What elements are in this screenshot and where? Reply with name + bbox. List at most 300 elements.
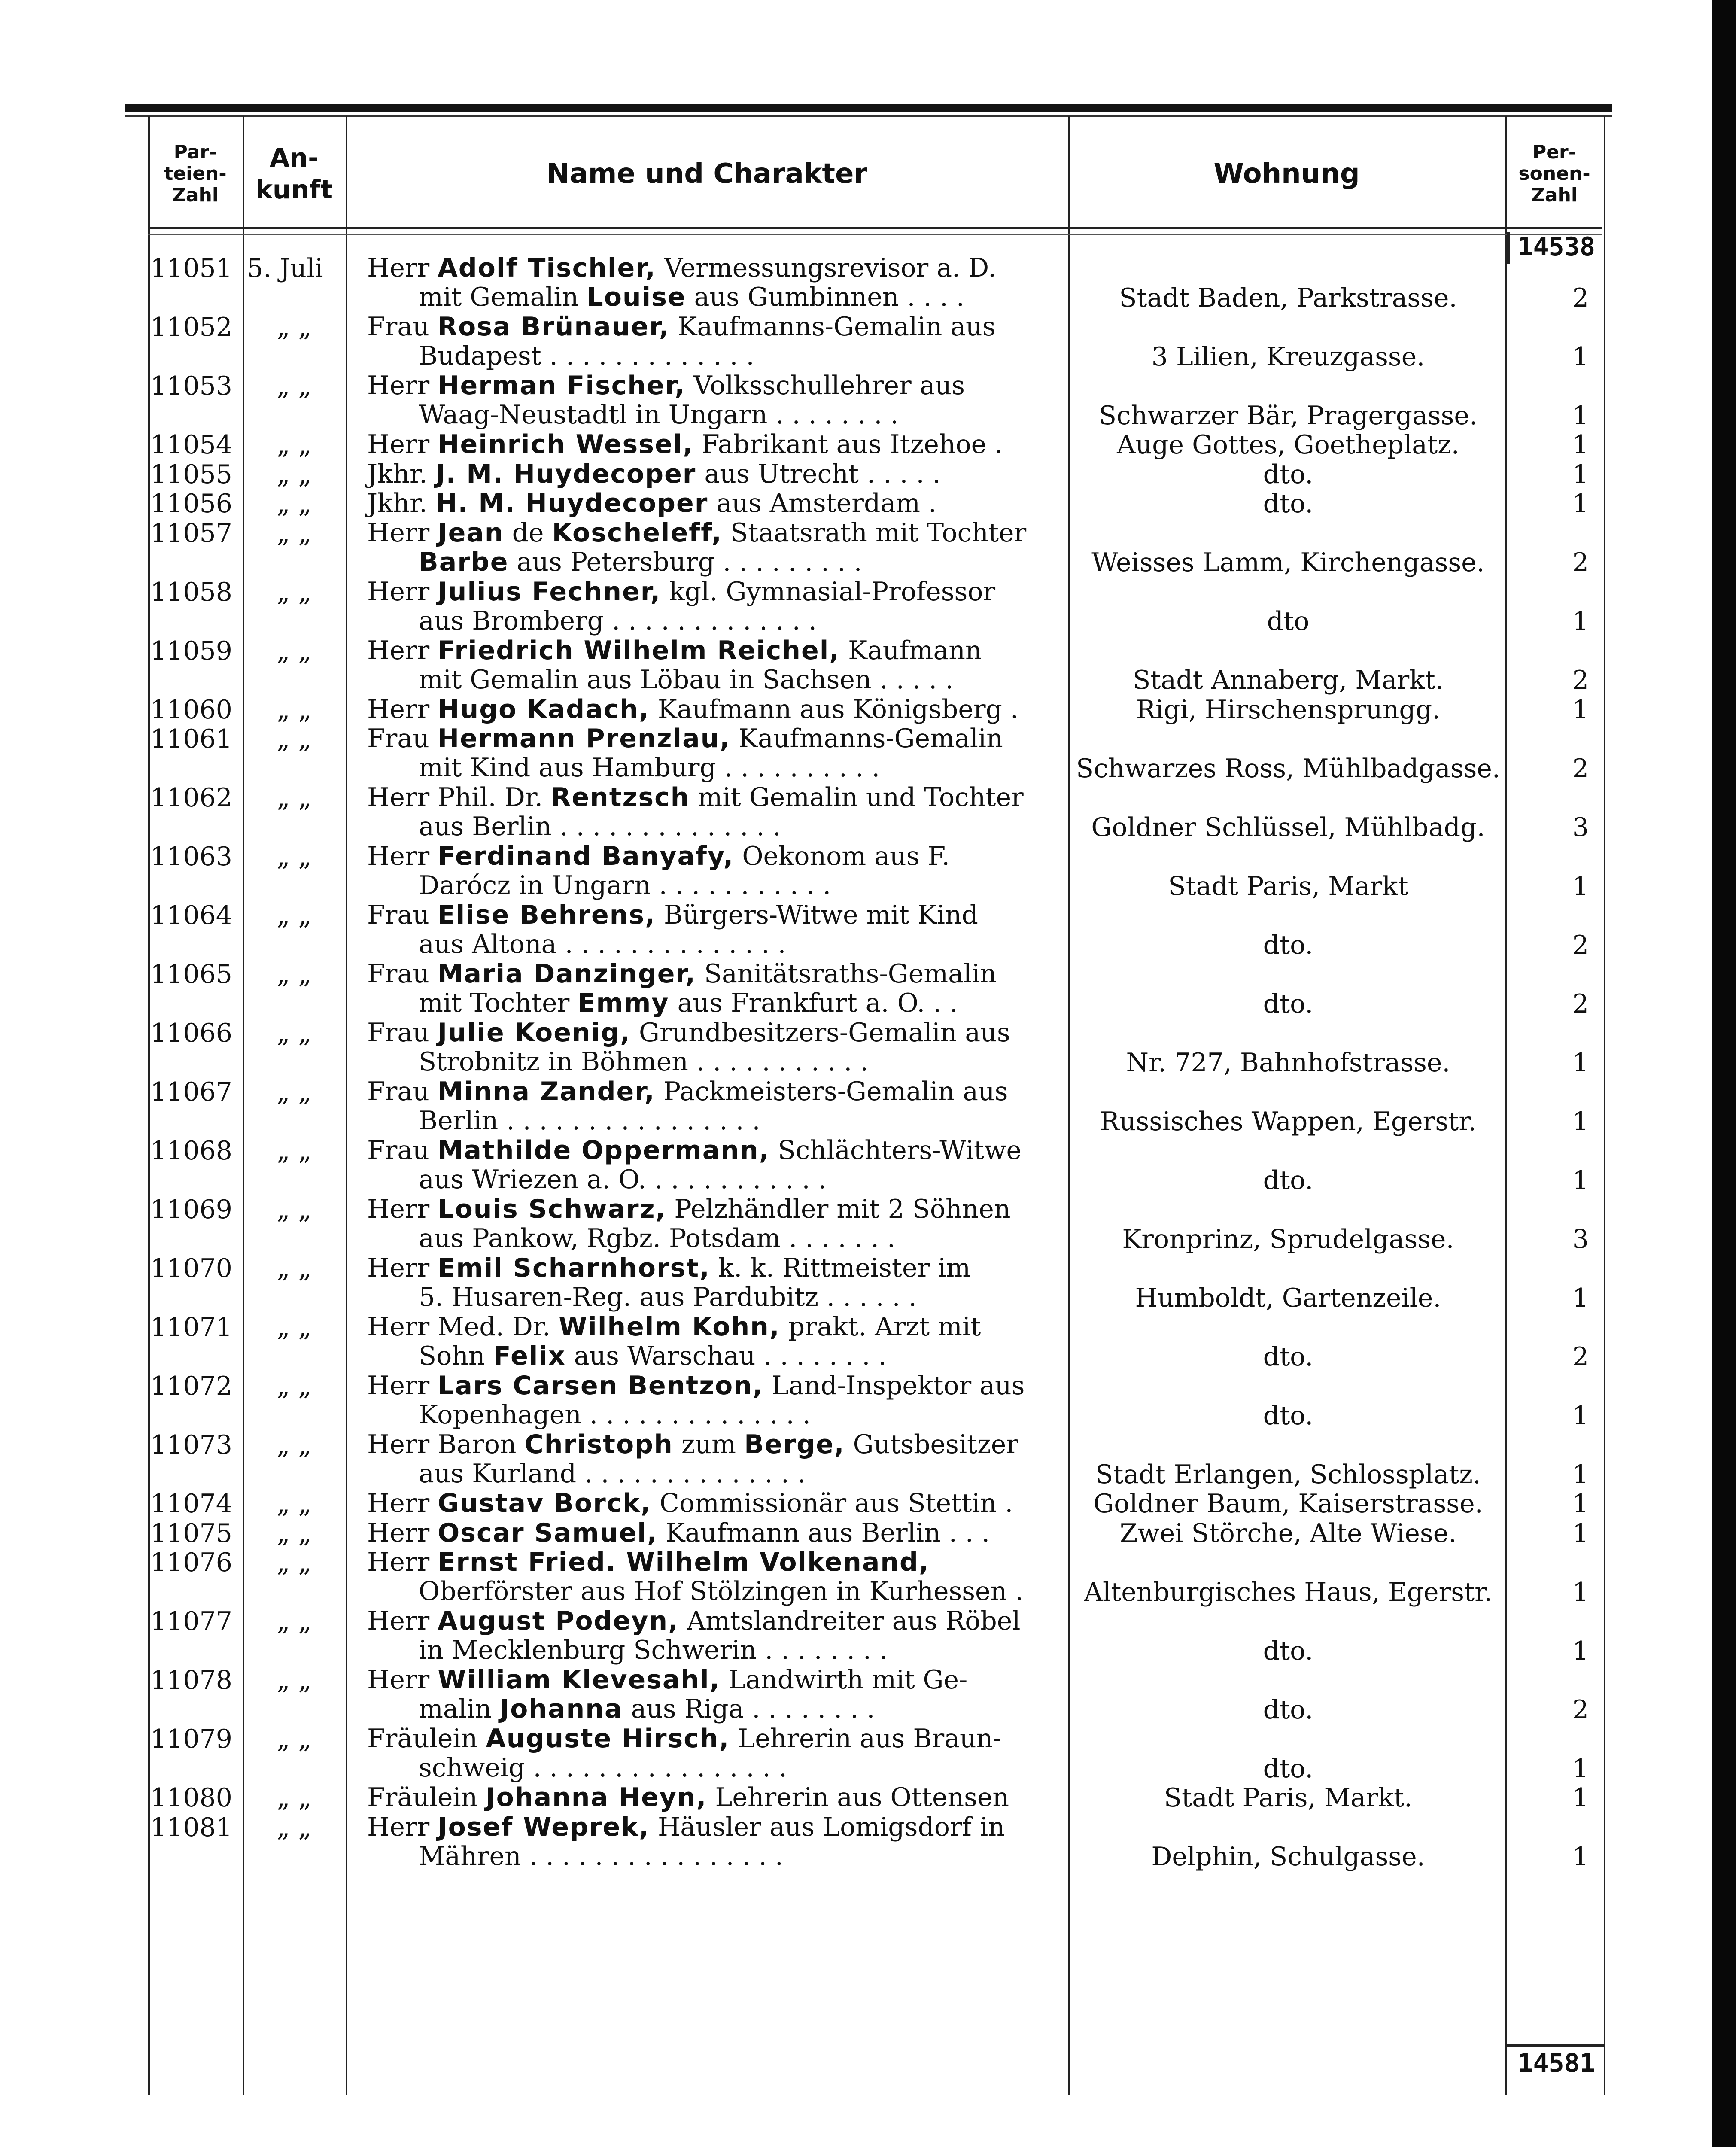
- entry-text: de: [504, 517, 552, 548]
- entry-line: [367, 1782, 1009, 1812]
- entry-line-continued: [367, 930, 1063, 959]
- arrival-date: „ „: [277, 1371, 312, 1401]
- guest-name: Emil Scharnhorst,: [438, 1253, 710, 1283]
- entry-line-continued: [367, 606, 1063, 636]
- entry-text: aus Altona . . . . . . . . . . . . . .: [419, 929, 786, 959]
- entry-line: [367, 1547, 930, 1577]
- residence: dto.: [1263, 459, 1313, 490]
- entry-text: Kaufmann: [840, 635, 982, 666]
- column-divider: [148, 116, 150, 2095]
- header-parteien-zahl: Par- teien- Zahl: [164, 141, 227, 206]
- arrival-date: „ „: [277, 842, 312, 872]
- party-number: 11071: [150, 1312, 232, 1342]
- entry-line: [367, 724, 1003, 754]
- entry-text: k. k. Rittmeister im: [710, 1253, 971, 1283]
- entry-text: zum: [673, 1429, 745, 1460]
- name-and-character: [367, 459, 1063, 489]
- guest-name: Minna Zander,: [437, 1077, 655, 1107]
- entry-text: Herr: [367, 694, 438, 724]
- name-and-character: [367, 253, 1063, 312]
- persons-count: 2: [1572, 547, 1589, 578]
- residence: Schwarzer Bär, Pragergasse.: [1099, 400, 1478, 431]
- guest-name: H. M. Huydecoper: [435, 488, 708, 518]
- guest-name: Johanna: [499, 1694, 623, 1724]
- entry-text: aus Frankfurt a. O. . .: [669, 988, 958, 1018]
- entry-text: Herr: [367, 635, 438, 666]
- persons-count: 1: [1572, 1842, 1589, 1872]
- entry-line-continued: [367, 988, 1063, 1018]
- arrival-date: „ „: [277, 430, 312, 460]
- entry-line: [367, 636, 982, 666]
- entry-text: Jkhr.: [367, 488, 436, 518]
- guest-name: Koscheleff,: [552, 517, 722, 548]
- entry-text: Mähren . . . . . . . . . . . . . . . .: [419, 1841, 783, 1871]
- entry-line: [367, 1135, 1022, 1165]
- party-number: 11060: [150, 694, 232, 725]
- name-and-character: [367, 695, 1063, 724]
- party-number: 11072: [150, 1371, 232, 1401]
- entry-text: Häusler aus Lomigsdorf in: [649, 1812, 1005, 1842]
- entry-line-continued: [367, 753, 1063, 782]
- guest-name: Elise Behrens,: [437, 900, 656, 930]
- party-number: 11052: [150, 312, 232, 342]
- entry-line: [367, 1606, 1021, 1636]
- residence: dto.: [1263, 1341, 1313, 1372]
- persons-count: 1: [1572, 694, 1589, 725]
- entry-line: [367, 694, 1018, 724]
- residence: dto: [1267, 606, 1310, 636]
- entry-text: Bürgers-Witwe mit Kind: [655, 900, 978, 930]
- guest-name: Herman Fischer,: [438, 371, 686, 401]
- entry-text: Herr: [367, 253, 438, 283]
- name-and-character: [367, 1253, 1063, 1312]
- arrival-date: „ „: [277, 577, 312, 607]
- persons-count: 1: [1572, 1577, 1589, 1607]
- guest-name: Jean: [438, 517, 504, 548]
- entry-text: Commissionär aus Stettin .: [651, 1488, 1013, 1518]
- entry-line: [367, 312, 995, 342]
- entry-text: mit Gemalin aus Löbau in Sachsen . . . . .: [419, 664, 954, 695]
- entry-text: Herr Phil. Dr.: [367, 782, 551, 812]
- entry-text: Pelzhändler mit 2 Söhnen: [666, 1194, 1011, 1224]
- residence: Goldner Schlüssel, Mühlbadg.: [1091, 812, 1485, 842]
- persons-count: 2: [1572, 283, 1589, 313]
- entry-text: Kopenhagen . . . . . . . . . . . . . .: [419, 1400, 811, 1430]
- entry-text: Jkhr.: [367, 459, 436, 489]
- entry-text: Lehrerin aus Ottensen: [707, 1782, 1009, 1812]
- party-number: 11055: [150, 459, 232, 490]
- party-number: 11067: [150, 1077, 232, 1107]
- entry-line-continued: [367, 812, 1063, 841]
- entry-line-continued: [367, 1283, 1063, 1312]
- entry-line: [367, 959, 997, 989]
- residence: Goldner Baum, Kaiserstrasse.: [1093, 1489, 1483, 1519]
- entry-line: [367, 1194, 1011, 1224]
- entry-line: [367, 1724, 1002, 1754]
- entry-text: Kaufmanns-Gemalin aus: [669, 312, 996, 342]
- persons-count: 1: [1572, 1459, 1589, 1490]
- entry-text: Herr: [367, 1547, 438, 1577]
- entry-text: Lehrerin aus Braun-: [730, 1724, 1002, 1754]
- residence: dto.: [1263, 930, 1313, 960]
- guest-name: Christoph: [524, 1429, 673, 1460]
- scan-edge: [1712, 0, 1736, 2147]
- guest-name: Rosa Brünauer,: [437, 312, 670, 342]
- name-and-character: [367, 1136, 1063, 1194]
- entry-text: Budapest . . . . . . . . . . . . .: [419, 341, 754, 371]
- top-rule: [125, 104, 1612, 112]
- arrival-date: „ „: [277, 1489, 312, 1519]
- entry-text: Packmeisters-Gemalin aus: [655, 1077, 1008, 1107]
- name-and-character: [367, 312, 1063, 371]
- entry-line-continued: [367, 1341, 1063, 1371]
- party-number: 11057: [150, 518, 232, 548]
- column-divider: [1604, 116, 1605, 2095]
- entry-text: Herr Baron: [367, 1429, 525, 1460]
- entry-line: [367, 1371, 1025, 1401]
- residence: dto.: [1263, 489, 1313, 519]
- entry-line-continued: [367, 400, 1063, 429]
- residence: dto.: [1263, 1165, 1313, 1195]
- entry-line-continued: [367, 1753, 1063, 1782]
- entry-text: Herr: [367, 371, 438, 401]
- name-and-character: [367, 1665, 1063, 1724]
- guest-name: Ernst Fried. Wilhelm Volkenand,: [438, 1547, 930, 1577]
- arrival-date: „ „: [277, 1312, 312, 1342]
- persons-count: 2: [1572, 665, 1589, 695]
- header-rule: [148, 227, 1602, 229]
- entry-text: schweig . . . . . . . . . . . . . . . .: [419, 1753, 787, 1783]
- arrival-date: „ „: [277, 1783, 312, 1813]
- persons-count: 1: [1572, 1400, 1589, 1431]
- name-and-character: [367, 489, 1063, 518]
- name-and-character: [367, 783, 1063, 841]
- persons-count: 1: [1572, 400, 1589, 431]
- guest-name: Adolf Tischler,: [438, 253, 656, 283]
- total-box-line: [1507, 232, 1510, 264]
- entry-text: Volksschullehrer aus: [685, 371, 965, 401]
- entry-text: aus Warschau . . . . . . . .: [565, 1341, 887, 1371]
- entry-text: Staatsrath mit Tochter: [722, 517, 1027, 548]
- residence: dto.: [1263, 1400, 1313, 1431]
- column-divider: [243, 116, 244, 2095]
- guest-name: Gustav Borck,: [438, 1488, 651, 1518]
- arrival-date: 5. Juli: [247, 253, 323, 283]
- entry-text: mit Gemalin: [419, 282, 587, 312]
- top-rule-thin: [125, 115, 1612, 117]
- entry-line: [367, 841, 950, 871]
- party-number: 11081: [150, 1812, 232, 1843]
- guest-name: Wilhelm Kohn,: [559, 1312, 780, 1342]
- final-total: 14581: [1517, 2048, 1595, 2078]
- residence: Altenburgisches Haus, Egerstr.: [1084, 1577, 1493, 1607]
- entry-text: Herr: [367, 841, 438, 871]
- party-number: 11061: [150, 724, 232, 754]
- entry-text: Frau: [367, 900, 438, 930]
- entry-line: [367, 518, 1026, 548]
- persons-count: 1: [1572, 459, 1589, 490]
- entry-line-continued: [367, 1577, 1063, 1606]
- guest-name: Lars Carsen Bentzon,: [438, 1371, 763, 1401]
- persons-count: 1: [1572, 1106, 1589, 1137]
- entry-text: mit Kind aus Hamburg . . . . . . . . . .: [419, 753, 880, 783]
- arrival-date: „ „: [277, 783, 312, 813]
- name-and-character: [367, 518, 1063, 577]
- entry-line: [367, 488, 936, 518]
- entry-text: Herr: [367, 1517, 438, 1548]
- party-number: 11075: [150, 1518, 232, 1548]
- entry-text: Landwirth mit Ge-: [720, 1665, 968, 1695]
- entry-text: aus Berlin . . . . . . . . . . . . . .: [419, 812, 781, 842]
- name-and-character: [367, 1783, 1063, 1812]
- final-total-rule: [1505, 2044, 1604, 2047]
- entry-line: [367, 1077, 1008, 1107]
- residence: Kronprinz, Sprudelgasse.: [1122, 1224, 1454, 1254]
- entry-text: Schlächters-Witwe: [769, 1135, 1022, 1165]
- column-divider: [1505, 116, 1507, 2095]
- entry-line-continued: [367, 283, 1063, 312]
- header-name-und-charakter: Name und Charakter: [547, 158, 867, 190]
- name-and-character: [367, 842, 1063, 900]
- name-and-character: [367, 1489, 1063, 1518]
- arrival-date: „ „: [277, 489, 312, 519]
- entry-text: Frau: [367, 1018, 438, 1048]
- entry-line-continued: [367, 665, 1063, 694]
- party-number: 11068: [150, 1136, 232, 1166]
- guest-name: Auguste Hirsch,: [486, 1724, 730, 1754]
- entry-text: Vermessungsrevisor a. D.: [656, 253, 997, 283]
- entry-text: malin: [419, 1694, 500, 1724]
- persons-count: 3: [1572, 812, 1589, 842]
- persons-count: 1: [1572, 1283, 1589, 1313]
- guest-name: Julie Koenig,: [437, 1018, 631, 1048]
- entry-line: [367, 1429, 1018, 1460]
- party-number: 11063: [150, 842, 232, 872]
- arrival-date: „ „: [277, 636, 312, 666]
- guest-name: J. M. Huydecoper: [435, 459, 696, 489]
- entry-text: Fabrikant aus Itzehoe .: [693, 429, 1003, 459]
- arrival-date: „ „: [277, 1430, 312, 1460]
- entry-text: mit Tochter: [419, 988, 578, 1018]
- arrival-date: „ „: [277, 459, 312, 490]
- entry-text: Fräulein: [367, 1724, 486, 1754]
- entry-line: [367, 1253, 970, 1283]
- entry-text: Frau: [367, 312, 438, 342]
- entry-line-continued: [367, 1224, 1063, 1253]
- residence: 3 Lilien, Kreuzgasse.: [1151, 341, 1425, 372]
- persons-count: 1: [1572, 1783, 1589, 1813]
- guest-name: Hermann Prenzlau,: [437, 724, 731, 754]
- guest-name: Barbe: [419, 547, 509, 577]
- party-number: 11051: [150, 253, 232, 283]
- entry-text: Herr: [367, 1665, 438, 1695]
- entry-text: Frau: [367, 724, 438, 754]
- entry-line: [367, 459, 941, 489]
- entry-text: kgl. Gymnasial-Professor: [661, 576, 996, 607]
- entry-line: [367, 253, 996, 283]
- name-and-character: [367, 1312, 1063, 1371]
- party-number: 11059: [150, 636, 232, 666]
- arrival-date: „ „: [277, 1077, 312, 1107]
- name-and-character: [367, 577, 1063, 636]
- arrival-date: „ „: [277, 724, 312, 754]
- guest-name: Berge,: [744, 1429, 845, 1460]
- arrival-date: „ „: [277, 371, 312, 401]
- arrival-date: „ „: [277, 518, 312, 548]
- entry-text: Oberförster aus Hof Stölzingen in Kurhessen .: [419, 1576, 1024, 1606]
- entry-text: Herr: [367, 576, 438, 607]
- arrival-date: „ „: [277, 1136, 312, 1166]
- residence: dto.: [1263, 1636, 1313, 1666]
- guest-name: Oscar Samuel,: [438, 1517, 658, 1548]
- entry-text: Frau: [367, 959, 438, 989]
- entry-text: Darócz in Ungarn . . . . . . . . . . .: [419, 870, 831, 900]
- arrival-date: „ „: [277, 1018, 312, 1048]
- party-number: 11074: [150, 1489, 232, 1519]
- entry-line: [367, 1665, 967, 1695]
- party-number: 11070: [150, 1253, 232, 1283]
- entry-line: [367, 1312, 981, 1342]
- residence: dto.: [1263, 1694, 1313, 1725]
- persons-count: 1: [1572, 1518, 1589, 1548]
- name-and-character: [367, 1812, 1063, 1871]
- residence: Stadt Paris, Markt.: [1164, 1783, 1413, 1813]
- entry-text: aus Wriezen a. O. . . . . . . . . . . .: [419, 1165, 827, 1195]
- name-and-character: [367, 1430, 1063, 1488]
- entry-text: Fräulein: [367, 1782, 486, 1812]
- residence: Rigi, Hirschensprungg.: [1136, 694, 1441, 725]
- entry-text: Sanitätsraths-Gemalin: [696, 959, 997, 989]
- entry-text: 5. Husaren-Reg. aus Pardubitz . . . . . .: [419, 1282, 917, 1312]
- entry-line-continued: [367, 1400, 1063, 1429]
- entry-line-continued: [367, 1459, 1063, 1488]
- persons-count: 1: [1572, 606, 1589, 636]
- name-and-character: [367, 1077, 1063, 1135]
- guest-name: Josef Weprek,: [438, 1812, 650, 1842]
- guest-name: Heinrich Wessel,: [438, 429, 694, 459]
- persons-count: 1: [1572, 341, 1589, 372]
- name-and-character: [367, 430, 1063, 459]
- header-ankunft: An- kunft: [255, 143, 333, 205]
- persons-count: 1: [1572, 1165, 1589, 1195]
- name-and-character: [367, 1548, 1063, 1606]
- guest-name: Friedrich Wilhelm Reichel,: [438, 635, 840, 666]
- name-and-character: [367, 959, 1063, 1018]
- party-number: 11079: [150, 1724, 232, 1754]
- entry-line: [367, 429, 1003, 459]
- entry-line-continued: [367, 1842, 1063, 1871]
- name-and-character: [367, 1371, 1063, 1429]
- entry-text: aus Riga . . . . . . . .: [623, 1694, 875, 1724]
- entry-line-continued: [367, 871, 1063, 900]
- party-number: 11080: [150, 1783, 232, 1813]
- arrival-date: „ „: [277, 1812, 312, 1843]
- entry-line: [367, 371, 965, 401]
- name-and-character: [367, 1518, 1063, 1548]
- arrival-date: „ „: [277, 1195, 312, 1225]
- entry-text: Gutsbesitzer: [845, 1429, 1018, 1460]
- entry-text: Sohn: [419, 1341, 493, 1371]
- residence: dto.: [1263, 1753, 1313, 1784]
- residence: Auge Gottes, Goetheplatz.: [1117, 430, 1459, 460]
- entry-text: Strobnitz in Böhmen . . . . . . . . . . .: [419, 1047, 869, 1077]
- residence: Zwei Störche, Alte Wiese.: [1119, 1518, 1457, 1548]
- guest-name: Mathilde Oppermann,: [437, 1135, 770, 1165]
- entry-text: aus Petersburg . . . . . . . . .: [508, 547, 862, 577]
- residence: Humboldt, Gartenzeile.: [1135, 1283, 1441, 1313]
- name-and-character: [367, 1606, 1063, 1665]
- residence: Nr. 727, Bahnhofstrasse.: [1126, 1047, 1450, 1078]
- entry-line-continued: [367, 1694, 1063, 1724]
- entry-line-continued: [367, 341, 1063, 371]
- arrival-date: „ „: [277, 1518, 312, 1548]
- entry-line: [367, 782, 1024, 812]
- header-personen-zahl: Per- sonen- Zahl: [1518, 141, 1590, 206]
- arrival-date: „ „: [277, 1665, 312, 1695]
- entry-line: [367, 577, 995, 607]
- guest-name: William Klevesahl,: [438, 1665, 721, 1695]
- persons-count: 1: [1572, 1753, 1589, 1784]
- column-divider: [1068, 116, 1070, 2095]
- entry-line: [367, 1518, 990, 1548]
- party-number: 11078: [150, 1665, 232, 1695]
- arrival-date: „ „: [277, 1724, 312, 1754]
- arrival-date: „ „: [277, 1253, 312, 1283]
- persons-count: 2: [1572, 1694, 1589, 1725]
- entry-text: Amtslandreiter aus Röbel: [678, 1606, 1021, 1636]
- entry-line: [367, 900, 978, 930]
- carried-total: 14538: [1517, 232, 1595, 262]
- arrival-date: „ „: [277, 694, 312, 725]
- persons-count: 2: [1572, 988, 1589, 1019]
- entry-text: Kaufmann aus Königsberg .: [649, 694, 1019, 724]
- entry-text: Frau: [367, 1077, 438, 1107]
- persons-count: 1: [1572, 1489, 1589, 1519]
- entry-text: Oekonom aus F.: [734, 841, 950, 871]
- party-number: 11062: [150, 783, 232, 813]
- entry-text: aus Amsterdam .: [708, 488, 937, 518]
- persons-count: 1: [1572, 1047, 1589, 1078]
- party-number: 11058: [150, 577, 232, 607]
- entry-text: Herr: [367, 1371, 438, 1401]
- name-and-character: [367, 1195, 1063, 1253]
- name-and-character: [367, 1018, 1063, 1077]
- persons-count: 1: [1572, 871, 1589, 901]
- guest-name: Felix: [493, 1341, 566, 1371]
- name-and-character: [367, 1724, 1063, 1782]
- residence: Delphin, Schulgasse.: [1151, 1842, 1425, 1872]
- party-number: 11065: [150, 959, 232, 989]
- header-rule-thin: [148, 234, 1602, 235]
- entry-text: Herr: [367, 1253, 438, 1283]
- guest-name: Ferdinand Banyafy,: [438, 841, 734, 871]
- column-divider: [346, 116, 347, 2095]
- party-number: 11076: [150, 1548, 232, 1578]
- entry-text: Kaufmann aus Berlin . . .: [657, 1517, 990, 1548]
- name-and-character: [367, 724, 1063, 782]
- arrival-date: „ „: [277, 1606, 312, 1636]
- guest-name: Emmy: [578, 988, 669, 1018]
- name-and-character: [367, 900, 1063, 959]
- party-number: 11054: [150, 430, 232, 460]
- entry-text: Waag-Neustadtl in Ungarn . . . . . . . .: [419, 400, 899, 430]
- entry-text: Land-Inspektor aus: [763, 1371, 1025, 1401]
- arrival-date: „ „: [277, 312, 312, 342]
- arrival-date: „ „: [277, 1548, 312, 1578]
- entry-line-continued: [367, 547, 1063, 577]
- entry-line: [367, 1488, 1013, 1518]
- entry-line-continued: [367, 1636, 1063, 1665]
